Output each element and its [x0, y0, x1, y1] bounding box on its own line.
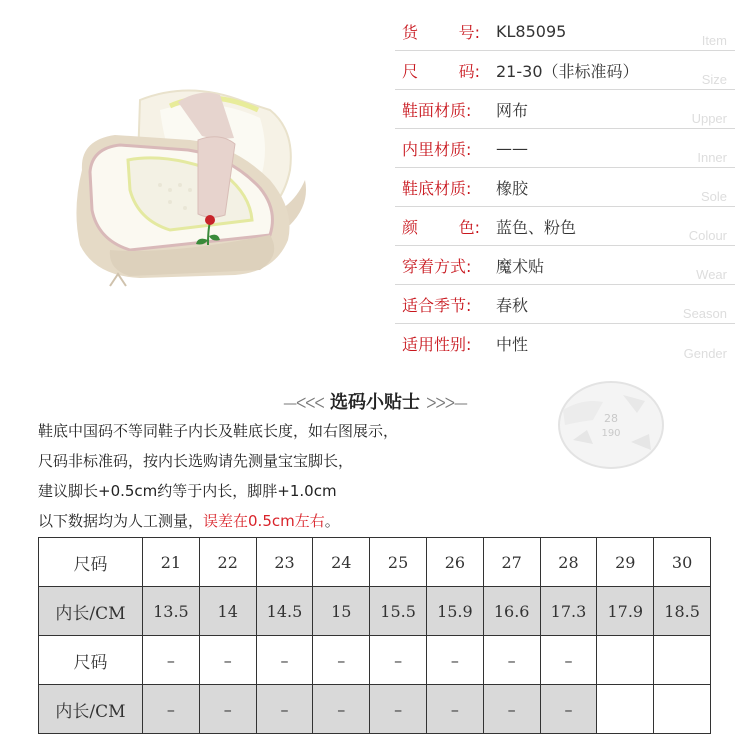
spec-en-label: Wear: [696, 267, 727, 282]
table-cell: –: [143, 685, 200, 734]
spec-value: KL85095: [496, 21, 567, 41]
table-cell: –: [540, 685, 597, 734]
spec-row-inner: [395, 129, 735, 168]
sole-length-mark: 190: [601, 428, 621, 439]
table-cell: –: [256, 685, 313, 734]
table-cell: 22: [199, 538, 256, 587]
table-cell: –: [540, 636, 597, 685]
tips-title: [260, 388, 490, 414]
spec-en-label: Colour: [688, 228, 727, 243]
spec-row-upper: [395, 90, 735, 129]
table-row: [39, 538, 711, 587]
row-header: 内长/CM: [39, 685, 143, 734]
table-cell: [597, 685, 654, 734]
spec-row-colour: [395, 207, 735, 246]
table-row: [39, 636, 711, 685]
table-cell: 25: [370, 538, 427, 587]
spec-row-item: [395, 12, 735, 51]
table-cell: –: [313, 685, 370, 734]
table-cell: –: [426, 685, 483, 734]
spec-value: 橡胶: [496, 178, 529, 198]
spec-value: 春秋: [496, 295, 529, 315]
shoe-photo: [20, 40, 370, 310]
table-cell: –: [426, 636, 483, 685]
spec-value: 21-30（非标准码）: [496, 61, 639, 81]
tips-line: 建议脚长+0.5cm约等于内长，脚胖+1.0cm: [38, 482, 337, 500]
table-cell: 23: [256, 538, 313, 587]
spec-label: 鞋面材质:: [402, 100, 472, 120]
table-cell: 28: [540, 538, 597, 587]
spec-label: 货 号:: [402, 22, 480, 42]
deco-right: ᐳᐳᐳ—: [426, 396, 467, 412]
tips-text: 以下数据均为人工测量，: [38, 512, 204, 530]
table-row: [39, 685, 711, 734]
sole-closeup-image: [553, 380, 673, 470]
spec-en-label: Season: [682, 306, 727, 321]
table-cell: –: [256, 636, 313, 685]
deco-left: —ᐸᐸᐸ: [283, 396, 324, 412]
table-cell: 26: [426, 538, 483, 587]
table-cell: –: [313, 636, 370, 685]
table-cell: [654, 685, 711, 734]
tips-line: 鞋底中国码不等同鞋子内长及鞋底长度，如右图展示，: [38, 422, 399, 440]
tips-line: [38, 506, 538, 536]
spec-en-label: Sole: [700, 189, 727, 204]
table-cell: 18.5: [654, 587, 711, 636]
spec-label: 尺 码:: [402, 61, 480, 81]
table-cell: 13.5: [143, 587, 200, 636]
spec-en-label: Item: [701, 33, 727, 48]
spec-value: ——: [496, 138, 528, 158]
spec-value: 蓝色、粉色: [496, 217, 577, 237]
table-cell: 15.9: [426, 587, 483, 636]
table-cell: 24: [313, 538, 370, 587]
row-header: 尺码: [39, 636, 143, 685]
tips-line: 尺码非标准码，按内长选购请先测量宝宝脚长，: [38, 452, 354, 470]
table-cell: [654, 636, 711, 685]
spec-label: 穿着方式:: [402, 256, 472, 276]
spec-row-size: [395, 51, 735, 90]
table-cell: 27: [483, 538, 540, 587]
size-table: [38, 537, 711, 734]
spec-label: 颜 色:: [402, 217, 480, 237]
table-cell: 14.5: [256, 587, 313, 636]
tips-text: 。: [324, 512, 340, 530]
spec-list: [395, 12, 735, 363]
spec-label: 鞋底材质:: [402, 178, 472, 198]
table-cell: 29: [597, 538, 654, 587]
table-cell: 15.5: [370, 587, 427, 636]
table-row: [39, 587, 711, 636]
table-cell: 17.9: [597, 587, 654, 636]
tips-title-text: 选码小贴士: [330, 392, 420, 413]
row-header: 内长/CM: [39, 587, 143, 636]
spec-label: 适合季节:: [402, 295, 472, 315]
table-cell: –: [143, 636, 200, 685]
table-cell: [597, 636, 654, 685]
spec-en-label: Gender: [683, 346, 727, 361]
spec-value: 魔术贴: [496, 256, 545, 276]
spec-row-wear: [395, 246, 735, 285]
spec-value: 网布: [496, 100, 529, 120]
spec-row-gender: [395, 324, 735, 363]
row-header: 尺码: [39, 538, 143, 587]
spec-value: 中性: [496, 335, 529, 354]
tips-body: [38, 416, 538, 536]
table-cell: –: [370, 636, 427, 685]
table-cell: –: [483, 636, 540, 685]
spec-en-label: Inner: [697, 150, 727, 165]
table-cell: 14: [199, 587, 256, 636]
table-cell: 17.3: [540, 587, 597, 636]
tips-warning: 误差在0.5cm左右: [203, 512, 325, 530]
table-cell: 15: [313, 587, 370, 636]
table-cell: –: [370, 685, 427, 734]
table-cell: –: [199, 636, 256, 685]
spec-label: 内里材质:: [402, 139, 472, 159]
table-cell: 21: [143, 538, 200, 587]
spec-row-season: [395, 285, 735, 324]
table-cell: 16.6: [483, 587, 540, 636]
table-cell: 30: [654, 538, 711, 587]
spec-en-label: Upper: [691, 111, 727, 126]
sole-size-mark: 28: [604, 412, 618, 425]
spec-en-label: Size: [701, 72, 727, 87]
table-cell: –: [199, 685, 256, 734]
spec-row-sole: [395, 168, 735, 207]
spec-label: 适用性别:: [402, 335, 472, 354]
table-cell: –: [483, 685, 540, 734]
